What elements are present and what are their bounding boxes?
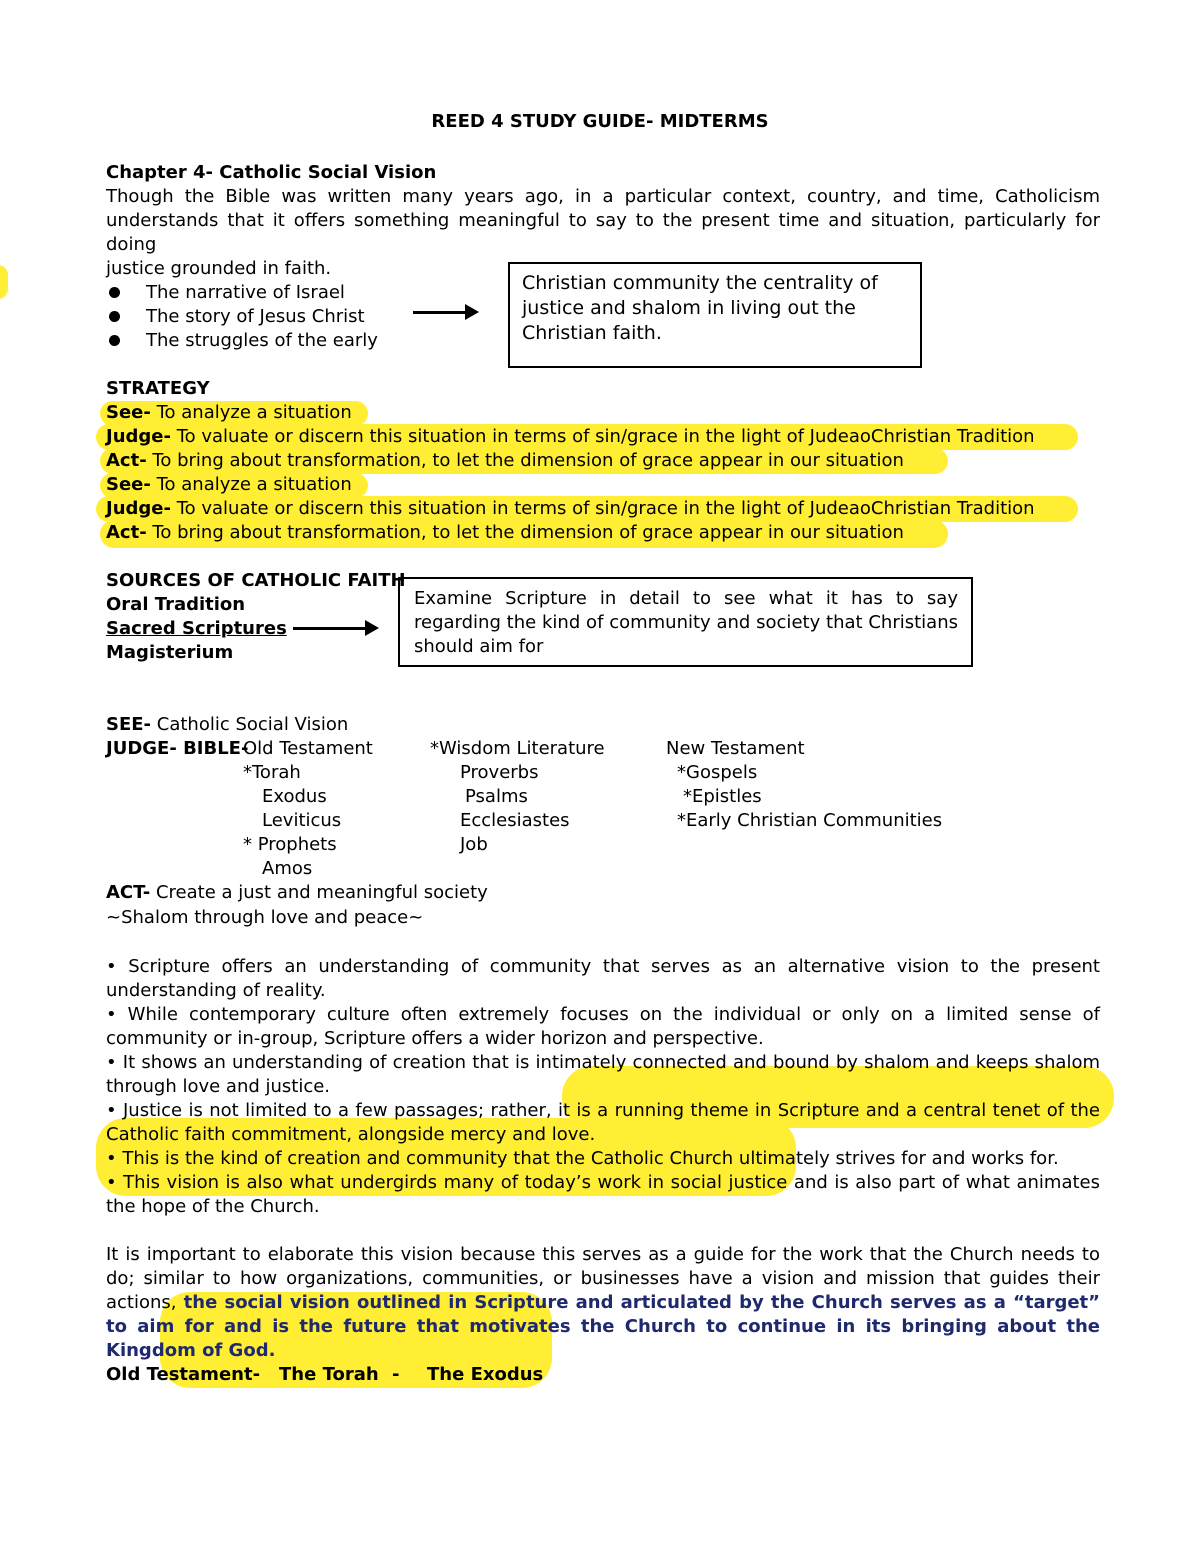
strategy-row — [106, 401, 352, 425]
strategy-row — [106, 449, 904, 473]
bullet-dot — [109, 335, 120, 346]
early-communities-label: *Early Christian Communities — [677, 810, 943, 831]
strategy-label: See- — [106, 402, 151, 423]
strategy-text: To analyze a situation — [150, 474, 352, 495]
proverbs-label: Proverbs — [460, 762, 539, 783]
list-item: The story of Jesus Christ — [146, 306, 365, 327]
strategy-text: To bring about transformation, to let the dimension of grace appear in our situation — [146, 450, 904, 471]
source-item: Sacred Scriptures — [106, 618, 287, 639]
judge-label: JUDGE- BIBLE- — [106, 738, 249, 759]
point-paragraph: • Scripture offers an understanding of community that serves as an alternative vision to the present understanding of reality. — [106, 956, 1100, 1001]
arrow-right-icon — [413, 311, 475, 314]
strategy-text: To bring about transformation, to let the dimension of grace appear in our situation — [146, 522, 904, 543]
psalms-label: Psalms — [465, 786, 528, 807]
point-paragraph: • It shows an understanding of creation that is intimately connected and bound by shalom and keeps shalom through love and justice. — [106, 1052, 1100, 1097]
closing-emphasis: the social vision outlined in Scripture and articulated by the Church serves as a “target” to aim for and is the future that motivates the Church to continue in its bringing about the Kingdom of God. — [106, 1292, 1100, 1361]
strategy-text: To valuate or discern this situation in terms of sin/grace in the light of JudeaoChristian Tradition — [170, 498, 1035, 519]
chapter-intro: Though the Bible was written many years ago, in a particular context, country, and time, Catholicism understands that it offers something meaningful to say to the present time and situation, particularly for doing — [106, 186, 1100, 255]
leviticus-label: Leviticus — [262, 810, 342, 831]
strategy-row — [106, 425, 1035, 449]
see-text: Catholic Social Vision — [151, 714, 349, 735]
act-label: ACT- — [106, 882, 151, 903]
strategy-row — [106, 521, 904, 545]
point-paragraph: • This is the kind of creation and community that the Catholic Church ultimately strives for and works for. — [106, 1148, 1059, 1169]
see-line — [106, 713, 348, 737]
shalom-line: ~Shalom through love and peace~ — [106, 907, 424, 928]
ecclesiastes-label: Ecclesiastes — [460, 810, 570, 831]
callout-text: Christian community the centrality of justice and shalom in living out the Christian faith. — [522, 272, 878, 344]
old-testament-heading: Old Testament- — [106, 1364, 261, 1385]
strategy-label: See- — [106, 474, 151, 495]
prophets-label: * Prophets — [243, 834, 337, 855]
source-item: Oral Tradition — [106, 594, 246, 615]
strategy-label: Act- — [106, 450, 147, 471]
gospels-label: *Gospels — [677, 762, 758, 783]
job-label: Job — [460, 834, 488, 855]
old-testament-label: Old Testament — [243, 738, 373, 759]
point-paragraph: • While contemporary culture often extremely focuses on the individual or only on a limited sense of community or in-group, Scripture offers a wider horizon and perspective. — [106, 1004, 1100, 1049]
strategy-label: Act- — [106, 522, 147, 543]
page-title: REED 4 STUDY GUIDE- MIDTERMS — [431, 111, 769, 132]
strategy-label: Judge- — [106, 498, 171, 519]
torah-label: *Torah — [243, 762, 301, 783]
closing-paragraph — [106, 1243, 1100, 1363]
the-torah-label: The Torah — [279, 1364, 379, 1385]
the-exodus-label: The Exodus — [427, 1364, 544, 1385]
wisdom-label: *Wisdom Literature — [430, 738, 605, 759]
dash-separator: - — [392, 1364, 400, 1385]
strategy-row — [106, 497, 1035, 521]
bullet-dot — [109, 311, 120, 322]
arrow-right-icon — [293, 627, 375, 630]
point-paragraph: • Justice is not limited to a few passages; rather, it is a running theme in Scripture and a central tenet of the Catholic faith commitment, alongside mercy and love. — [106, 1100, 1100, 1145]
sources-heading: SOURCES OF CATHOLIC FAITH — [106, 570, 406, 591]
act-text: Create a just and meaningful society — [150, 882, 488, 903]
point-paragraph: • This vision is also what undergirds many of today’s work in social justice and is also part of what animates the hope of the Church. — [106, 1172, 1100, 1217]
highlight-left-edge — [0, 265, 8, 299]
strategy-heading: STRATEGY — [106, 378, 210, 399]
exodus-label: Exodus — [262, 786, 327, 807]
see-label: SEE- — [106, 714, 152, 735]
list-item: The struggles of the early — [146, 330, 378, 351]
bullet-dot — [109, 287, 120, 298]
new-testament-label: New Testament — [666, 738, 805, 759]
act-line — [106, 881, 488, 905]
strategy-label: Judge- — [106, 426, 171, 447]
closing-plain: It is important to elaborate this vision because this serves as a guide for the work that the Church needs to do; similar to how organizations, communities, or businesses have a vision and mission that guides their actions, — [106, 1244, 1100, 1313]
source-item: Magisterium — [106, 642, 234, 663]
amos-label: Amos — [262, 858, 313, 879]
chapter-intro-continued: justice grounded in faith. — [106, 258, 332, 279]
list-item: The narrative of Israel — [146, 282, 345, 303]
chapter-heading: Chapter 4- Catholic Social Vision — [106, 162, 437, 183]
scripture-callout-text: Examine Scripture in detail to see what it has to say regarding the kind of community and society that Christians should aim for — [414, 588, 958, 657]
strategy-text: To valuate or discern this situation in terms of sin/grace in the light of JudeaoChristian Tradition — [170, 426, 1035, 447]
epistles-label: *Epistles — [683, 786, 762, 807]
strategy-row — [106, 473, 352, 497]
strategy-text: To analyze a situation — [150, 402, 352, 423]
